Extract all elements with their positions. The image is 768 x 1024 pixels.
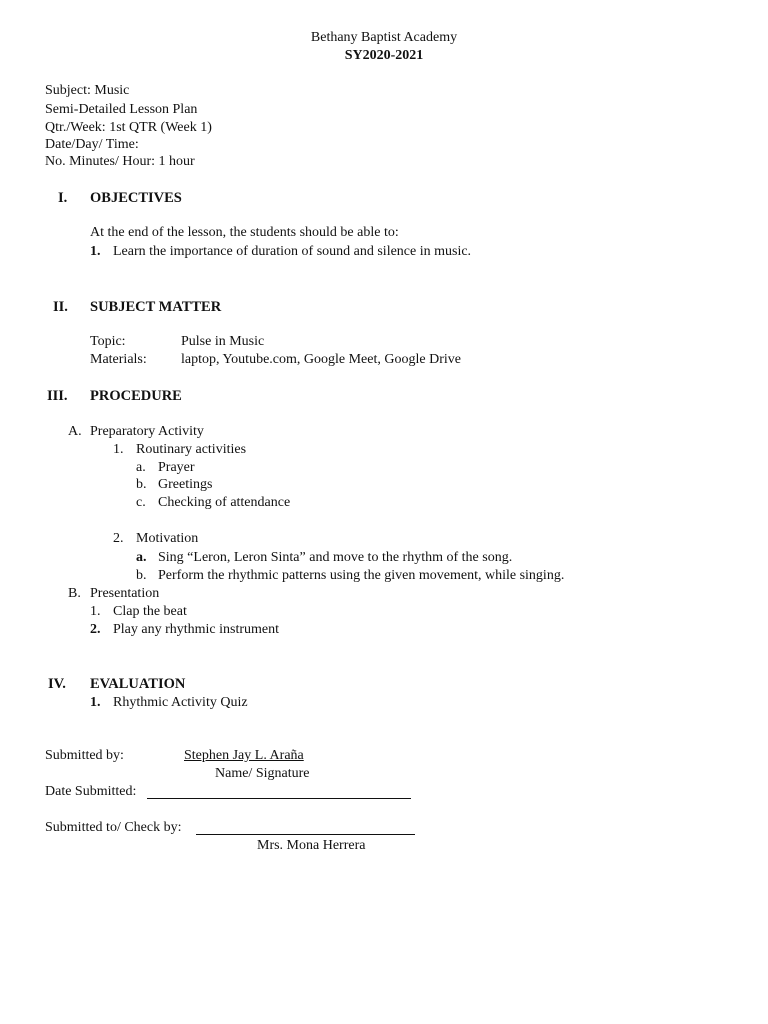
procedure-b-label: Presentation	[90, 586, 160, 601]
submitted-to-label: Submitted to/ Check by:	[45, 820, 182, 835]
list-item-num: 2.	[90, 622, 101, 637]
procedure-a2-num: 2.	[113, 531, 124, 546]
subject-matter-numeral: II.	[53, 299, 68, 315]
checker-signature-line	[196, 834, 415, 835]
list-item: Sing “Leron, Leron Sinta” and move to the rhythm of the song.	[158, 550, 513, 565]
topic-label: Topic:	[90, 334, 126, 349]
procedure-a-label: Preparatory Activity	[90, 424, 204, 439]
objectives-numeral: I.	[58, 190, 68, 206]
evaluation-heading: EVALUATION	[90, 676, 186, 692]
list-item-letter: a.	[136, 460, 146, 475]
procedure-a1-num: 1.	[113, 442, 124, 457]
school-name: Bethany Baptist Academy	[310, 30, 458, 45]
materials-label: Materials:	[90, 352, 147, 367]
procedure-heading: PROCEDURE	[90, 388, 182, 404]
date-time: Date/Day/ Time:	[45, 137, 139, 152]
procedure-a-letter: A.	[68, 424, 82, 439]
objectives-heading: OBJECTIVES	[90, 190, 182, 206]
minutes: No. Minutes/ Hour: 1 hour	[45, 154, 195, 169]
objective-num: 1.	[90, 244, 101, 259]
school-year: SY2020-2021	[344, 48, 424, 63]
submitted-by-label: Submitted by:	[45, 748, 124, 763]
list-item-letter: b.	[136, 477, 147, 492]
evaluation-num: 1.	[90, 695, 101, 710]
date-submitted-label: Date Submitted:	[45, 784, 137, 799]
list-item-letter: a.	[136, 550, 147, 565]
checker-name: Mrs. Mona Herrera	[257, 838, 366, 853]
topic-value: Pulse in Music	[181, 334, 265, 349]
submitter-name: Stephen Jay L. Araña	[184, 748, 304, 763]
list-item: Perform the rhythmic patterns using the given movement, while singing.	[158, 568, 565, 583]
name-signature-caption: Name/ Signature	[215, 766, 310, 781]
list-item: Play any rhythmic instrument	[113, 622, 280, 637]
plan-type: Semi-Detailed Lesson Plan	[45, 102, 198, 117]
objectives-intro: At the end of the lesson, the students should be able to:	[90, 225, 399, 240]
list-item-letter: b.	[136, 568, 147, 583]
procedure-b-letter: B.	[68, 586, 81, 601]
list-item-letter: c.	[136, 495, 146, 510]
objective-text: Learn the importance of duration of sound and silence in music.	[113, 244, 472, 259]
list-item: Clap the beat	[113, 604, 187, 619]
qtr-week: Qtr./Week: 1st QTR (Week 1)	[45, 120, 212, 135]
procedure-a1-label: Routinary activities	[136, 442, 247, 457]
list-item: Prayer	[158, 460, 195, 475]
date-submitted-line	[147, 798, 411, 799]
evaluation-item: Rhythmic Activity Quiz	[113, 695, 248, 710]
list-item-num: 1.	[90, 604, 101, 619]
list-item: Checking of attendance	[158, 495, 291, 510]
subject-matter-heading: SUBJECT MATTER	[90, 299, 222, 315]
evaluation-numeral: IV.	[48, 676, 66, 692]
procedure-a2-label: Motivation	[136, 531, 199, 546]
list-item: Greetings	[158, 477, 213, 492]
subject-line: Subject: Music	[45, 83, 130, 98]
materials-value: laptop, Youtube.com, Google Meet, Google Drive	[181, 352, 461, 367]
procedure-numeral: III.	[47, 388, 68, 404]
